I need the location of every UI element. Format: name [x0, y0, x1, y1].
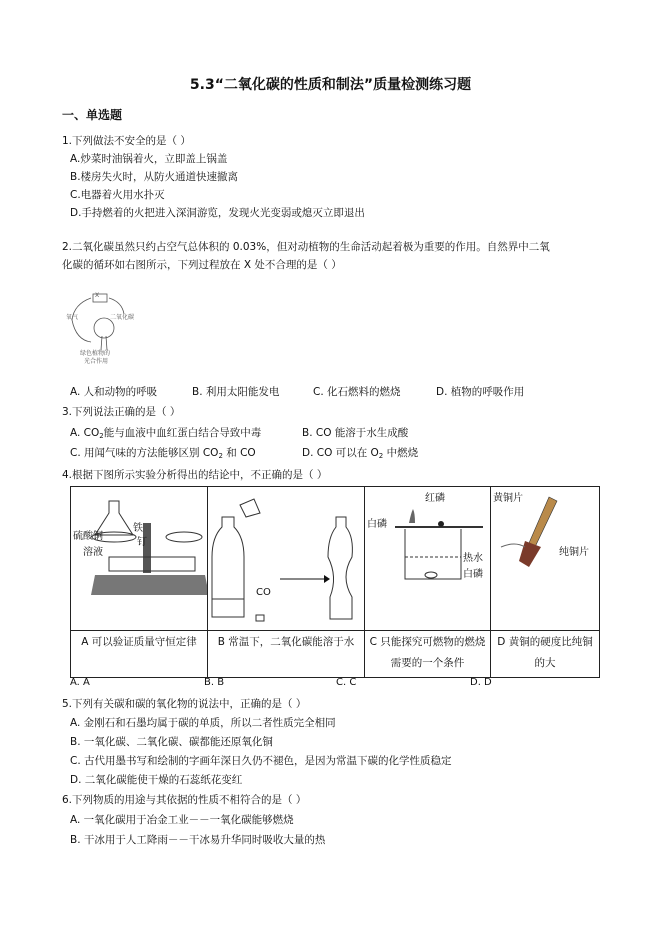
- q5-option-c[interactable]: C. 古代用墨书写和绘制的字画年深日久仍不褪色，是因为常温下碳的化学性质稳定: [70, 755, 452, 767]
- q3-stem: 3.下列说法正确的是（ ）: [62, 406, 181, 418]
- label-co2: CO: [256, 587, 271, 598]
- carbon-cycle-figure: [66, 290, 146, 370]
- label-pure-copper: 纯铜片: [559, 547, 589, 558]
- text: 能与血液中血红蛋白结合导致中毒: [103, 427, 262, 439]
- label-solution: 溶液: [83, 547, 103, 558]
- text: 和 CO: [226, 447, 256, 459]
- caption-b: B 常温下，二氧化碳能溶于水: [208, 631, 365, 678]
- bottle-co2-icon: [208, 487, 364, 627]
- experiment-a-cell: [71, 487, 208, 631]
- caption-c: C 只能探究可燃物的燃烧需要的一个条件: [365, 631, 491, 678]
- label-white-phosphorus-bottom: 白磷: [463, 569, 483, 580]
- q6-option-a[interactable]: A. 一氧化碳用于冶金工业－－一氧化碳能够燃烧: [70, 814, 294, 826]
- q2-option-a[interactable]: A. 人和动物的呼吸: [70, 386, 158, 398]
- text: C. 用闻气味的方法能够区别 CO: [70, 447, 219, 459]
- q1-stem: 1.下列做法不安全的是（ ）: [62, 135, 191, 147]
- label-copper-sulfate: 硫酸铜: [73, 531, 103, 542]
- q5-option-d[interactable]: D. 二氧化碳能使干燥的石蕊纸花变红: [70, 774, 243, 786]
- label-nail: 钉: [137, 537, 147, 548]
- q4-experiment-table: [70, 486, 600, 678]
- q5-stem: 5.下列有关碳和碳的氧化物的说法中，正确的是（ ）: [62, 698, 307, 710]
- q2-option-b[interactable]: B. 利用太阳能发电: [192, 386, 280, 398]
- q4-option-b[interactable]: B. B: [204, 677, 225, 688]
- q2-stem-line1: 2.二氧化碳虽然只约占空气总体积的 0.03%，但对动植物的生命活动起着极为重要的作用。自然界中二氧: [62, 241, 550, 253]
- text: A. CO: [70, 427, 100, 439]
- label-hot-water: 热水: [463, 553, 483, 564]
- q4-option-d[interactable]: D. D: [470, 677, 492, 688]
- figure-caption-line1: 绿色植物的: [80, 350, 111, 357]
- caption-a: A 可以验证质量守恒定律: [71, 631, 208, 678]
- figure-oxygen-label: 氧气: [66, 314, 79, 321]
- q1-option-b[interactable]: B.楼房失火时，从防火通道快速撤离: [70, 171, 239, 183]
- figure-x-label: X: [95, 292, 100, 299]
- q1-option-d[interactable]: D.手持燃着的火把进入深洞游览，发现火光变弱或熄灭立即退出: [70, 207, 365, 219]
- q2-option-c[interactable]: C. 化石燃料的燃烧: [313, 386, 401, 398]
- q4-option-a[interactable]: A. A: [70, 677, 90, 688]
- experiment-b-cell: [208, 487, 365, 631]
- experiment-c-cell: [365, 487, 491, 631]
- page-title: 5.3“二氧化碳的性质和制法”质量检测练习题: [189, 77, 472, 93]
- q1-option-c[interactable]: C.电器着火用水扑灭: [70, 189, 165, 201]
- q5-option-a[interactable]: A. 金刚石和石墨均属于碳的单质，所以二者性质完全相同: [70, 717, 336, 729]
- q2-option-d[interactable]: D. 植物的呼吸作用: [436, 386, 525, 398]
- q1-option-a[interactable]: A.炒菜时油锅着火，立即盖上锅盖: [70, 153, 228, 165]
- q3-option-d[interactable]: [302, 446, 418, 463]
- subscript: 2: [218, 452, 223, 460]
- section-heading: 一、单选题: [62, 108, 123, 122]
- q2-stem-line2: 化碳的循环如右图所示，下列过程放在 X 处不合理的是（ ）: [62, 259, 342, 271]
- figure-co2-label: 二氧化碳: [110, 314, 135, 321]
- q6-option-b[interactable]: B. 干冰用于人工降雨－－干冰易升华同时吸收大量的热: [70, 834, 326, 846]
- subscript: 2: [99, 432, 104, 440]
- label-red-phosphorus: 红磷: [425, 493, 445, 504]
- q5-option-b[interactable]: B. 一氧化碳、二氧化碳、碳都能还原氧化铜: [70, 736, 273, 748]
- subscript: 2: [378, 452, 384, 460]
- figure-caption-line2: 光合作用: [84, 358, 109, 365]
- q3-option-a[interactable]: [70, 426, 261, 443]
- label-iron: 铁: [133, 523, 143, 534]
- label-brass: 黄铜片: [493, 493, 523, 504]
- label-white-phosphorus-top: 白磷: [367, 519, 387, 530]
- text: D. CO 可以在 O: [302, 447, 379, 459]
- q3-option-c[interactable]: [70, 446, 256, 463]
- experiment-d-cell: [491, 487, 600, 631]
- text: 中燃烧: [386, 447, 419, 459]
- q4-stem: 4.根据下图所示实验分析得出的结论中，不正确的是（ ）: [62, 469, 328, 481]
- q6-stem: 6.下列物质的用途与其依据的性质不相符合的是（ ）: [62, 794, 307, 806]
- q4-option-c[interactable]: C. C: [336, 677, 357, 688]
- q3-option-b[interactable]: B. CO 能溶于水生成酸: [302, 427, 409, 439]
- caption-d: D 黄铜的硬度比纯铜的大: [491, 631, 600, 678]
